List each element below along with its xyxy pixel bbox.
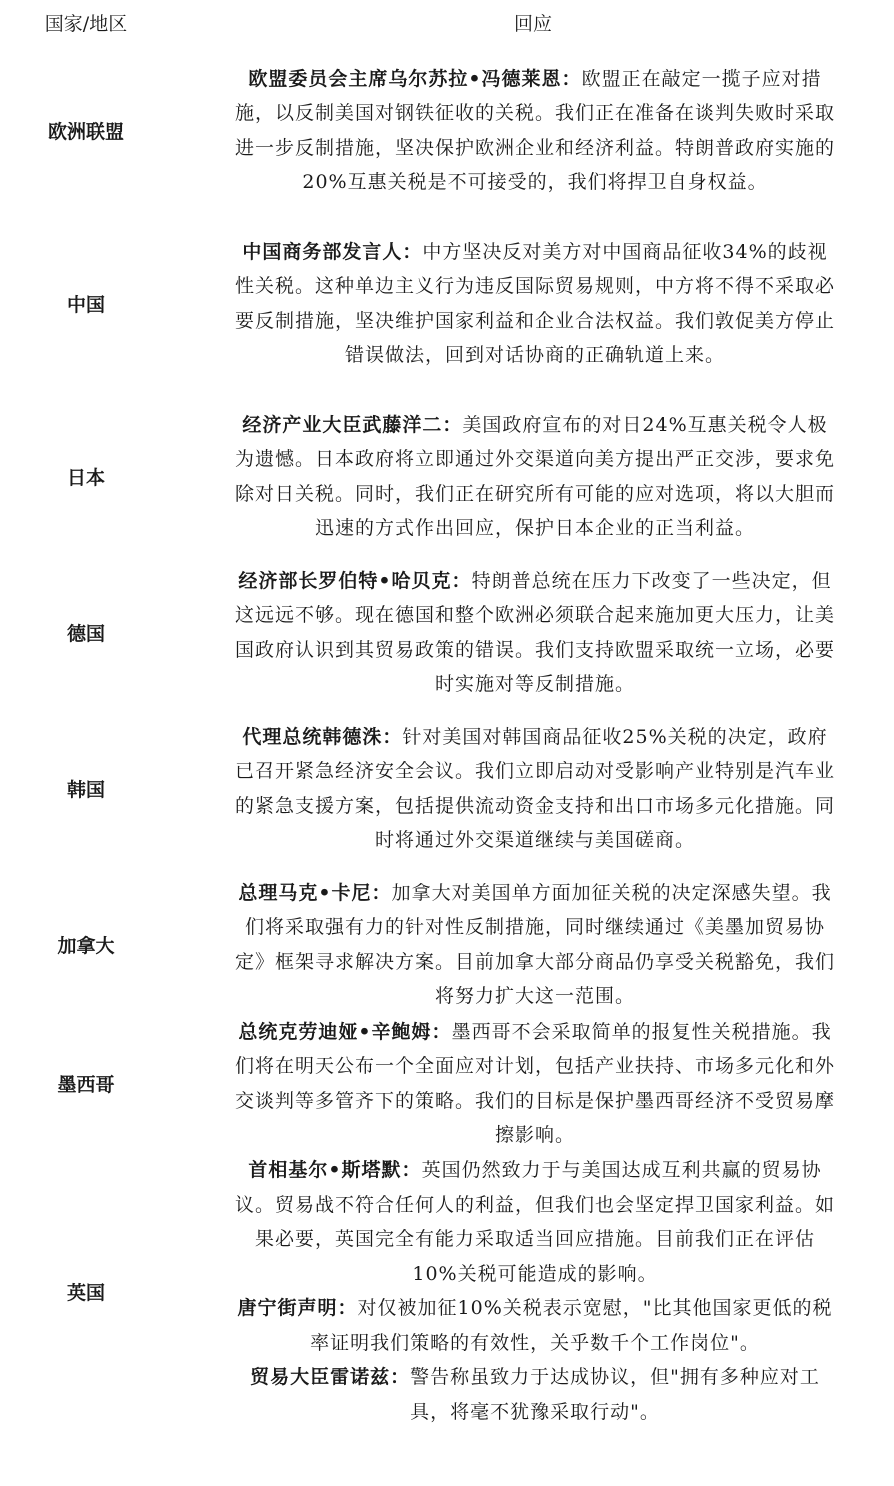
table-header-row [0,0,894,44]
response-cell [172,1153,894,1429]
country-cell: 韩国 [66,779,105,801]
response-cell [172,1014,894,1153]
speaker-label: 代理总统韩德洙： [242,725,403,748]
speaker-label: 中国商务部发言人： [242,240,423,263]
response-text: 警告称虽致力于达成协议，但"拥有多种应对工具，将毫不犹豫采取行动"。 [410,1366,820,1423]
response-item [172,564,894,702]
speaker-label: 经济部长罗伯特•哈贝克： [238,569,472,592]
table-row [0,702,894,875]
country-column-header: 国家/地区 [44,12,128,35]
response-cell [172,390,894,563]
response-item [172,1015,894,1153]
response-cell [172,217,894,390]
response-column-header: 回应 [513,12,552,35]
response-text: 加拿大对美国单方面加征关税的决定深感失望。我们将采取强有力的针对性反制措施，同时继续通过《美墨加贸易协定》框架寻求解决方案。目前加拿大部分商品仍享受关税豁免，我们将努力扩大这一范围。 [234,881,835,1007]
response-cell [172,702,894,875]
response-text: 对仅被加征10%关税表示宽慰，"比其他国家更低的税率证明我们策略的有效性，关乎数千个工作岗位"。 [310,1297,833,1354]
response-text: 英国仍然致力于与美国达成互利共赢的贸易协议。贸易战不符合任何人的利益，但我们也会坚定捍卫国家利益。如果必要，英国完全有能力采取适当回应措施。目前我们正在评估10%关税可能造成的影响。 [234,1159,835,1285]
speaker-label: 总统克劳迪娅•辛鲍姆： [238,1020,452,1043]
response-cell [172,44,894,217]
table-row [0,875,894,1014]
country-cell: 欧洲联盟 [47,121,124,143]
response-item [172,1360,894,1429]
country-cell: 德国 [66,623,105,645]
response-item [172,720,894,858]
table-row [0,44,894,217]
response-item [172,408,894,546]
table-row [0,563,894,702]
country-cell: 日本 [66,467,105,489]
response-text: 针对美国对韩国商品征收25%关税的决定，政府已召开紧急经济安全会议。我们立即启动对受影响产业特别是汽车业的紧急支援方案，包括提供流动资金支持和出口市场多元化措施。同时将通过外交渠道继续与美国磋商。 [234,725,835,851]
speaker-label: 经济产业大臣武藤洋二： [242,413,463,436]
table-row [0,390,894,563]
country-cell: 英国 [66,1281,105,1304]
response-item [172,876,894,1014]
response-item [172,62,894,200]
speaker-label: 贸易大臣雷诺兹： [250,1366,411,1388]
speaker-label: 欧盟委员会主席乌尔苏拉•冯德莱恩： [248,67,582,90]
response-cell [172,563,894,702]
response-text: 特朗普总统在压力下改变了一些决定，但这远远不够。现在德国和整个欧洲必须联合起来施加更大压力，让美国政府认识到其贸易政策的错误。我们支持欧盟采取统一立场，必要时实施对等反制措施。 [234,569,835,695]
response-text: 欧盟正在敲定一揽子应对措施，以反制美国对钢铁征收的关税。我们正在准备在谈判失败时采取进一步反制措施，坚决保护欧洲企业和经济利益。特朗普政府实施的20%互惠关税是不可接受的，我们将捍卫自身权益。 [234,67,835,193]
speaker-label: 唐宁街声明： [237,1297,358,1319]
response-cell [172,875,894,1014]
response-item [172,1291,894,1360]
response-item [172,235,894,373]
response-text: 墨西哥不会采取简单的报复性关税措施。我们将在明天公布一个全面应对计划，包括产业扶持、市场多元化和外交谈判等多管齐下的策略。我们的目标是保护墨西哥经济不受贸易摩擦影响。 [234,1020,835,1146]
table-row [0,1153,894,1429]
country-cell: 中国 [66,294,105,316]
country-cell: 加拿大 [57,935,115,957]
speaker-label: 总理马克•卡尼： [238,881,392,904]
table-row [0,217,894,390]
response-text: 中方坚决反对美方对中国商品征收34%的歧视性关税。这种单边主义行为违反国际贸易规则，中方将不得不采取必要反制措施，坚决维护国家利益和企业合法权益。我们敦促美方停止错误做法，回到对话协商的正确轨道上来。 [234,240,835,366]
country-cell: 墨西哥 [57,1074,115,1096]
response-text: 美国政府宣布的对日24%互惠关税令人极为遗憾。日本政府将立即通过外交渠道向美方提出严正交涉，要求免除对日关税。同时，我们正在研究所有可能的应对选项，将以大胆而迅速的方式作出回应，保护日本企业的正当利益。 [234,413,835,539]
speaker-label: 首相基尔•斯塔默： [248,1159,422,1181]
table-row [0,1014,894,1153]
response-item [172,1153,894,1291]
